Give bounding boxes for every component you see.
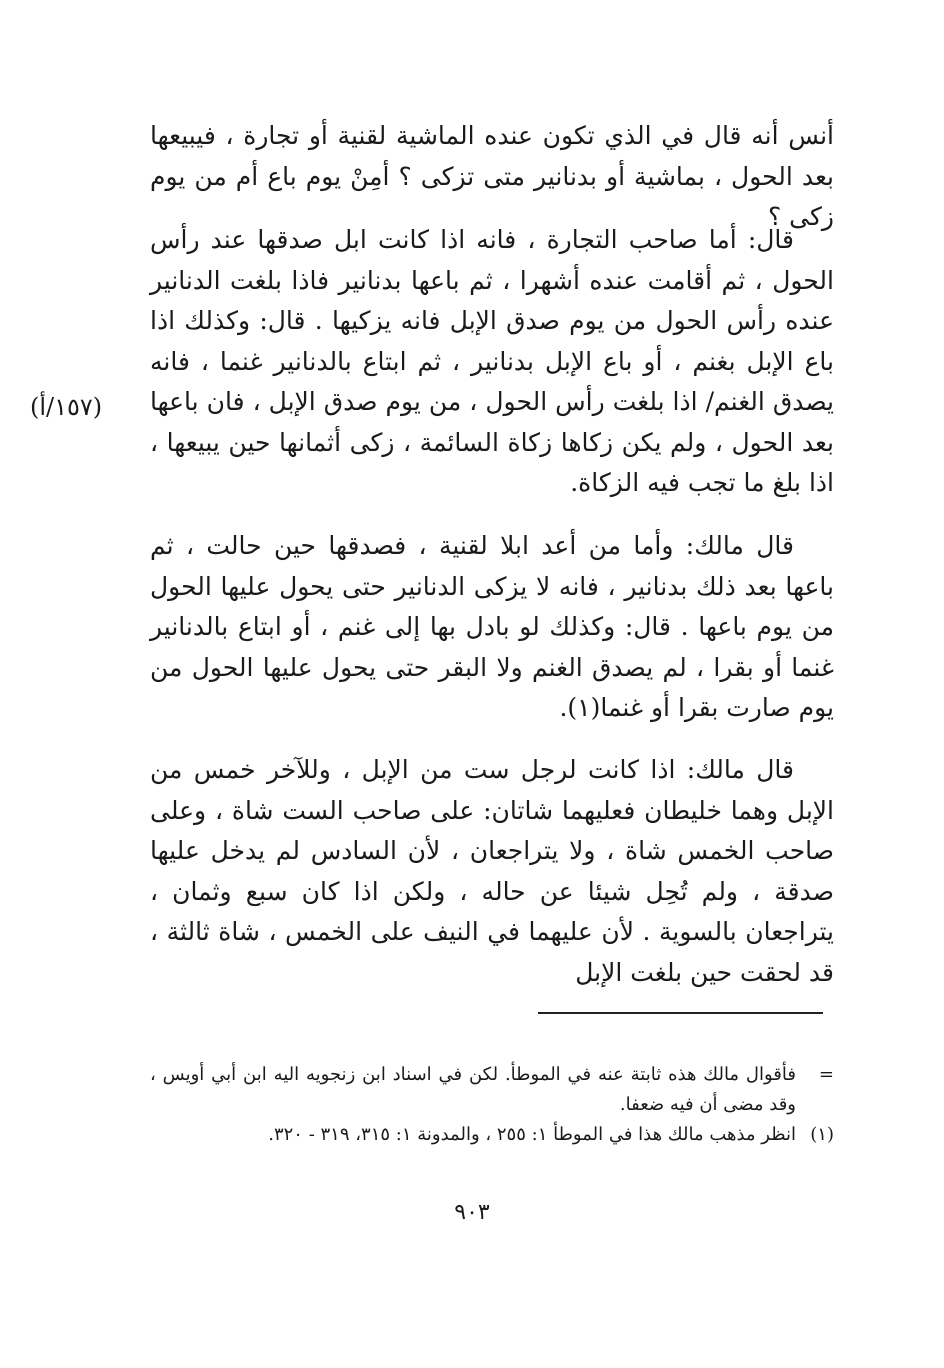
footnote-mark: = — [818, 1064, 834, 1085]
manuscript-folio-marker: (١٥٧/أ) — [30, 393, 103, 421]
paragraph-continuation: أنس أنه قال في الذي تكون عنده الماشية لقنية أو تجارة ، فيبيعها بعد الحول ، بماشية أو بدنانير متى تزكى ؟ أمِنْ يوم باع أم من يوم زكى ؟ — [150, 121, 834, 231]
footnote-1 — [150, 1120, 834, 1150]
footnote-separator — [538, 1012, 823, 1014]
paragraph-partners-camels: قال مالك: اذا كانت لرجل ست من الإبل ، وللآخر خمس من الإبل وهما خليطان فعليهما شاتان: على صاحب الست شاة ، وعلى صاحب الخمس شاة ، ولا يتراجعان ، لأن السادس لم يدخل عليها صدقة ، ولم تُحِل شيئا عن حاله ، ولكن اذا كان سبع وثمان ، يتراجعان بالسوية . لأن عليهما في النيف على الخمس ، شاة ثالثة ، قد لحقت حين بلغت الإبل — [150, 755, 834, 987]
paragraph-camels-for-keeping: قال مالك: وأما من أعد ابلا لقنية ، فصدقها حين حالت ، ثم باعها بعد ذلك بدنانير ، فانه لا يزكى الدنانير حتى يحول عليها الحول من يوم باعها . قال: وكذلك لو بادل بها إلى غنم ، أو ابتاع بالدنانير غنما أو بقرا ، لم يصدق الغنم ولا البقر حتى يحول عليها الحول من يوم صارت بقرا أو غنما(١). — [150, 531, 834, 722]
footnotes — [150, 1060, 834, 1150]
footnote-mark: (١) — [810, 1124, 834, 1145]
paragraph-trade-camels: قال: أما صاحب التجارة ، فانه اذا كانت ابل صدقها عند رأس الحول ، ثم أقامت عنده أشهرا ، ثم باعها بدنانير فاذا بلغت الدنانير عنده رأس الحول من يوم صدق الإبل فانه يزكيها . قال: وكذلك اذا باع الإبل بغنم ، أو باع الإبل بدنانير ، ثم ابتاع بالدنانير غنما ، فانه يصدق الغنم/ اذا بلغت رأس الحول ، من يوم صدق الإبل ، فان باعها بعد الحول ، ولم يكن زكاها زكاة السائمة ، زكى أثمانها حين يبيعها ، اذا بلغ ما تجب فيه الزكاة. — [150, 225, 834, 497]
footnote-continued — [150, 1060, 834, 1120]
page-number: ٩٠٣ — [454, 1200, 490, 1225]
footnote-text: انظر مذهب مالك هذا في الموطأ ١: ٢٥٥ ، والمدونة ١: ٣١٥، ٣١٩ - ٣٢٠. — [268, 1124, 796, 1145]
footnote-text: فأقوال مالك هذه ثابتة عنه في الموطأ. لكن في اسناد ابن زنجويه اليه ابن أبي أويس ، وقد مضى أن فيه ضعفا. — [150, 1064, 796, 1115]
